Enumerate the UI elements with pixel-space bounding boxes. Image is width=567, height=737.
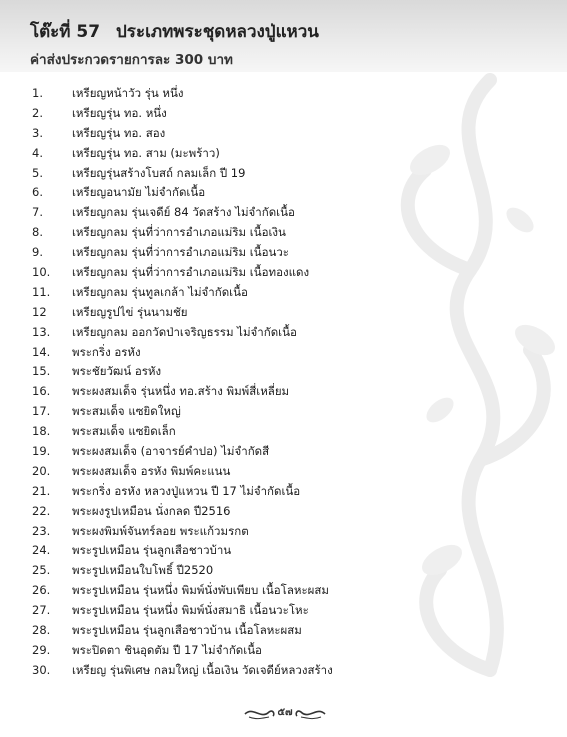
- list-item: [32, 303, 552, 323]
- list-item: [32, 124, 552, 144]
- item-number: 6.: [32, 185, 43, 200]
- list-item: [32, 223, 552, 243]
- item-text: พระกริ่ง อรหัง: [72, 344, 141, 359]
- item-number: 30.: [32, 662, 51, 677]
- item-number: 23.: [32, 523, 51, 538]
- list-item: [32, 203, 552, 223]
- item-number: 19.: [32, 444, 51, 459]
- item-text: เหรียญกลม รุ่นที่ว่าการอำเภอแม่ริม เนื้อเงิน: [72, 225, 286, 240]
- item-text: พระรูปเหมือน รุ่นลูกเสือชาวบ้าน เนื้อโลหะผสม: [72, 623, 302, 638]
- item-text: เหรียญรุ่นสร้างโบสถ์ กลมเล็ก ปี 19: [72, 165, 246, 180]
- item-number: 5.: [32, 165, 43, 180]
- item-number: 17.: [32, 404, 51, 419]
- item-number: 15.: [32, 364, 51, 379]
- item-number: 9.: [32, 245, 43, 260]
- list-item: [32, 541, 552, 561]
- item-text: เหรียญอนามัย ไม่จำกัดเนื้อ: [72, 185, 206, 200]
- list-item: [32, 482, 552, 502]
- list-item: [32, 183, 552, 203]
- item-text: พระกริ่ง อรหัง หลวงปู่แหวน ปี 17 ไม่จำกัดเนื้อ: [72, 483, 301, 498]
- list-item: [32, 581, 552, 601]
- list-item: [32, 243, 552, 263]
- item-number: 10.: [32, 265, 51, 280]
- item-text: เหรียญรุ่น ทอ. สอง: [72, 125, 166, 140]
- list-item: [32, 382, 552, 402]
- item-number: 11.: [32, 284, 51, 299]
- list-item: [32, 144, 552, 164]
- item-list: [32, 84, 552, 681]
- item-number: 7.: [32, 205, 43, 220]
- list-item: [32, 402, 552, 422]
- item-number: 1.: [32, 86, 43, 100]
- item-number: 2.: [32, 105, 43, 120]
- item-text: พระรูปเหมือน รุ่นหนึ่ง พิมพ์นั่งสมาธิ เนื้อนวะโหะ: [72, 603, 309, 618]
- item-text: เหรียญรุ่น ทอ. หนึ่ง: [72, 105, 167, 120]
- item-text: พระรูปเหมือน รุ่นหนึ่ง พิมพ์นั่งพับเพียบ เนื้อโลหะผสม: [72, 583, 329, 598]
- item-text: เหรียญรุ่น ทอ. สาม (มะพร้าว): [72, 145, 220, 160]
- item-number: 29.: [32, 642, 51, 657]
- item-text: เหรียญกลม รุ่นที่ว่าการอำเภอแม่ริม เนื้อนวะ: [72, 245, 289, 260]
- item-text: เหรียญหน้าวัว รุ่น หนึ่ง: [72, 86, 184, 100]
- list-item: [32, 561, 552, 581]
- item-text: เหรียญกลม รุ่นที่ว่าการอำเภอแม่ริม เนื้อทองแดง: [72, 265, 310, 280]
- item-number: 27.: [32, 603, 51, 618]
- item-text: พระผงสมเด็จ อรหัง พิมพ์คะแนน: [72, 463, 231, 478]
- entry-fee-subtitle: ค่าส่งประกวดรายการละ 300 บาท: [30, 52, 233, 68]
- list-item: [32, 362, 552, 382]
- item-text: พระรูปเหมือนใบโพธิ์ ปี2520: [72, 563, 214, 578]
- list-item: [32, 323, 552, 343]
- list-item: [32, 104, 552, 124]
- item-text: พระผงสมเด็จ รุ่นหนึ่ง ทอ.สร้าง พิมพ์สี่เหลี่ยม: [72, 384, 290, 399]
- list-item: [32, 641, 552, 661]
- list-item: [32, 442, 552, 462]
- item-text: พระชัยวัฒน์ อรหัง: [72, 364, 162, 379]
- item-number: 18.: [32, 424, 51, 439]
- list-item: [32, 283, 552, 303]
- item-number: 28.: [32, 623, 51, 638]
- list-item: [32, 343, 552, 363]
- item-number: 4.: [32, 145, 43, 160]
- list-item: [32, 164, 552, 184]
- item-text: พระสมเด็จ แซยิดใหญ่: [72, 404, 181, 419]
- category-title: ประเภทพระชุดหลวงปู่แหวน: [116, 22, 319, 42]
- list-item: [32, 522, 552, 542]
- list-item: [32, 84, 552, 104]
- item-text: พระปิดตา ชินอุดตัม ปี 17 ไม่จำกัดเนื้อ: [72, 642, 262, 657]
- item-text: พระผงสมเด็จ (อาจารย์คำปอ) ไม่จำกัดสี: [72, 444, 270, 459]
- item-text: เหรียญกลม รุ่นเจดีย์ 84 วัดสร้าง ไม่จำกัดเนื้อ: [72, 205, 295, 220]
- item-text: เหรียญกลม รุ่นทูลเกล้า ไม่จำกัดเนื้อ: [72, 284, 248, 299]
- item-text: เหรียญ รุ่นพิเศษ กลมใหญ่ เนื้อเงิน วัดเจดีย์หลวงสร้าง: [72, 662, 333, 677]
- list-item: [32, 422, 552, 442]
- page-title: [30, 18, 319, 45]
- item-number: 24.: [32, 543, 51, 558]
- list-item: [32, 263, 552, 283]
- item-number: 20.: [32, 463, 51, 478]
- item-text: พระผงรูปเหมือน นั่งกลด ปี2516: [72, 503, 231, 518]
- item-number: 13.: [32, 324, 51, 339]
- item-number: 25.: [32, 563, 51, 578]
- item-number: 22.: [32, 503, 51, 518]
- list-item: [32, 661, 552, 681]
- item-number: 26.: [32, 583, 51, 598]
- footer-ornament: [243, 702, 327, 724]
- item-number: 21.: [32, 483, 51, 498]
- table-number: โต๊ะที่ 57: [30, 22, 101, 42]
- item-text: พระสมเด็จ แซยิดเล็ก: [72, 424, 176, 439]
- item-text: เหรียญกลม ออกวัดป่าเจริญธรรม ไม่จำกัดเนื้อ: [72, 324, 297, 339]
- item-number: 8.: [32, 225, 43, 240]
- list-item: [32, 502, 552, 522]
- list-item: [32, 462, 552, 482]
- item-text: พระผงพิมพ์จันทร์ลอย พระแก้วมรกต: [72, 523, 249, 538]
- item-text: เหรียญรูปไข่ รุ่นนามชัย: [72, 304, 188, 319]
- item-number: 3.: [32, 125, 43, 140]
- list-item: [32, 601, 552, 621]
- item-number: 16.: [32, 384, 51, 399]
- item-number: 12: [32, 304, 47, 319]
- list-item: [32, 621, 552, 641]
- item-number: 14.: [32, 344, 51, 359]
- item-text: พระรูปเหมือน รุ่นลูกเสือชาวบ้าน: [72, 543, 232, 558]
- page-number: ๕๗: [277, 707, 293, 718]
